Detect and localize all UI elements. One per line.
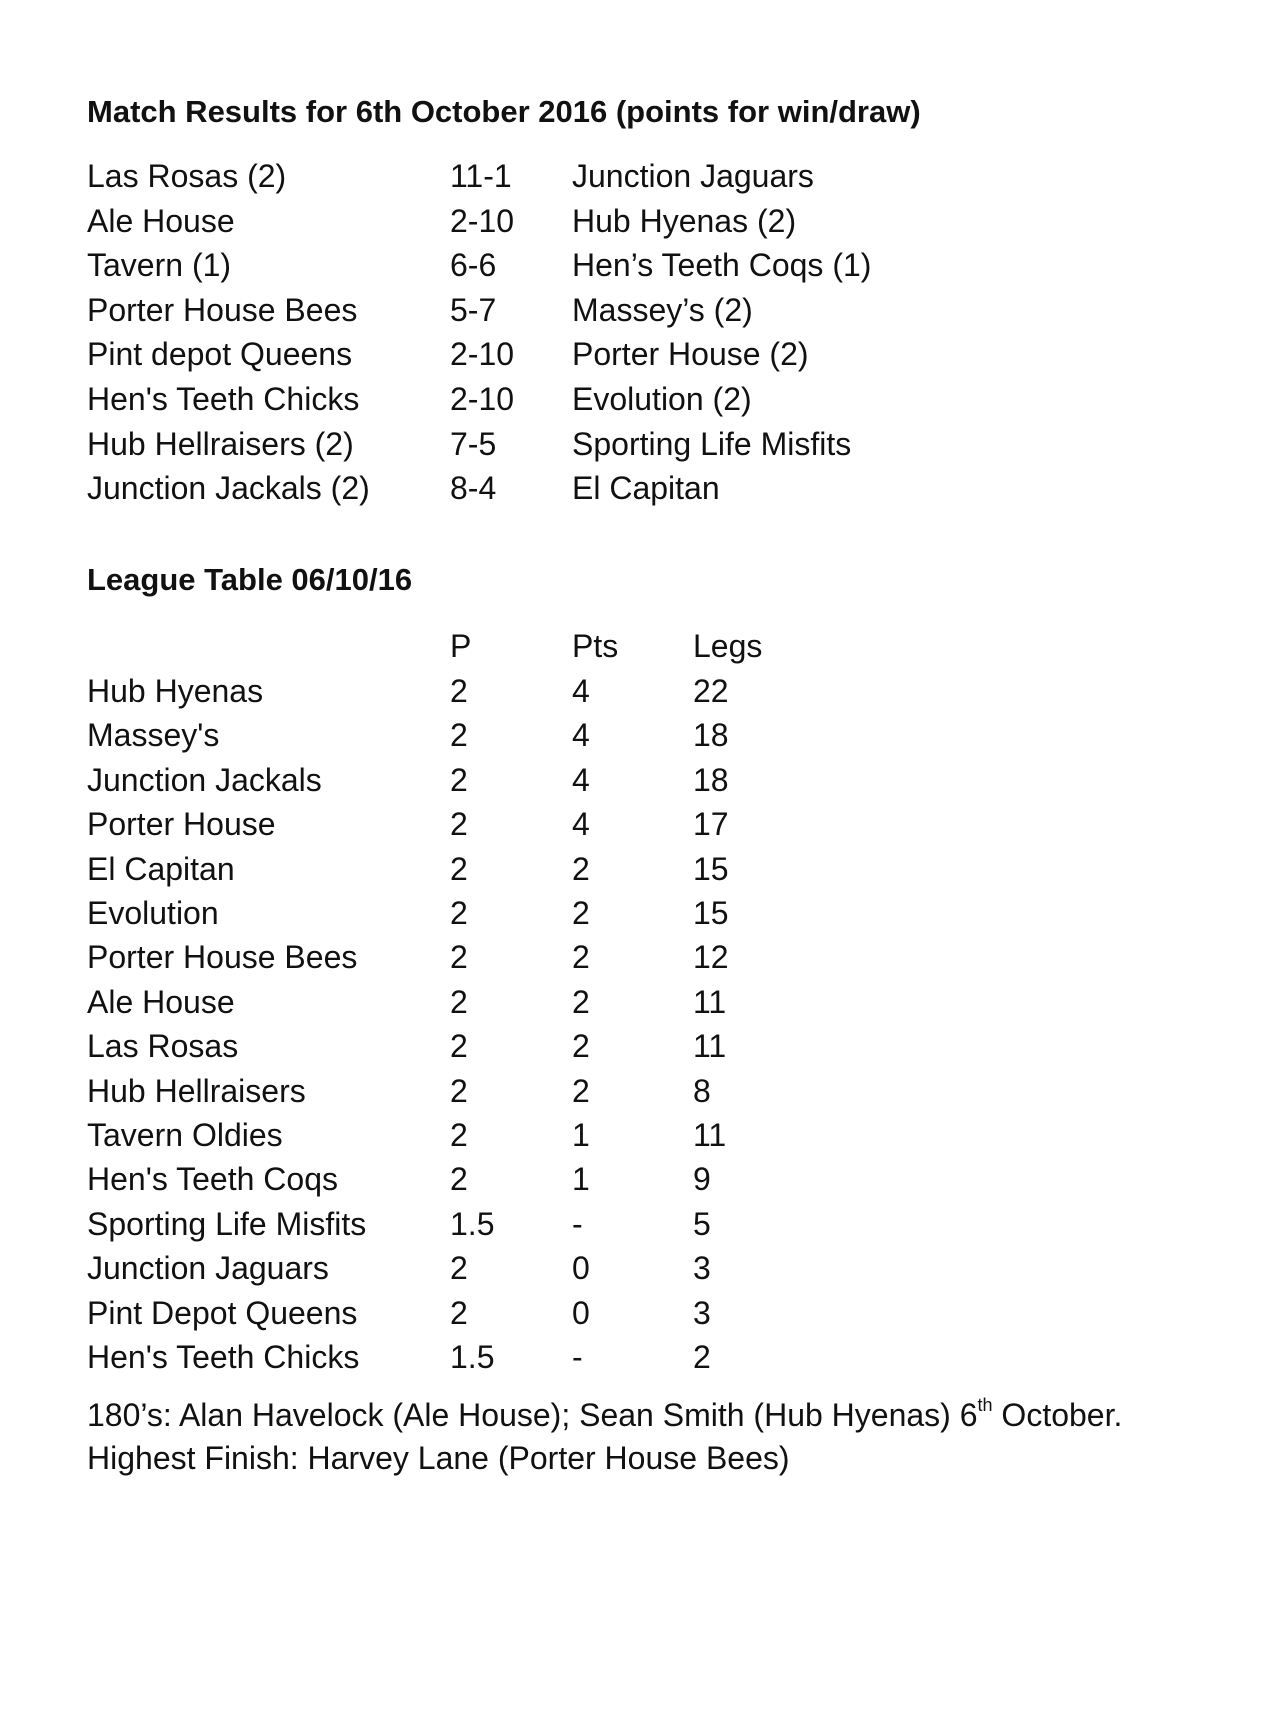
legs-value: 11	[693, 1117, 727, 1153]
home-team: Las Rosas (2)	[87, 158, 287, 194]
team-name: Tavern Oldies	[87, 1117, 283, 1153]
legs-value: 3	[693, 1294, 711, 1331]
away-team: Hen’s Teeth Coqs (1)	[572, 247, 872, 284]
points-value: 1	[572, 1117, 590, 1153]
header-legs: Legs	[693, 628, 763, 664]
match-row	[0, 381, 1275, 425]
match-row	[0, 203, 1275, 247]
team-name: Junction Jaguars	[87, 1250, 329, 1287]
league-table-heading: League Table 06/10/16	[87, 562, 413, 597]
points-value: 2	[572, 850, 590, 887]
played-value: 2	[450, 761, 468, 798]
points-value: 0	[572, 1294, 590, 1331]
played-value: 2	[450, 1161, 468, 1198]
team-name: Hub Hyenas	[87, 673, 264, 709]
match-row	[0, 426, 1275, 470]
played-value: 2	[450, 1028, 468, 1065]
league-table-row	[0, 1339, 1275, 1383]
points-value: 4	[572, 673, 590, 709]
score: 6-6	[450, 247, 497, 284]
legs-value: 15	[693, 895, 729, 931]
points-value: 2	[572, 939, 590, 976]
played-value: 2	[450, 1294, 468, 1331]
played-value: 2	[450, 1072, 468, 1109]
home-team: Hub Hellraisers (2)	[87, 425, 354, 462]
points-value: 2	[572, 1028, 590, 1065]
legs-value: 3	[693, 1250, 711, 1287]
league-table-row	[0, 984, 1275, 1028]
played-value: 2	[450, 673, 468, 709]
league-table-row	[0, 1028, 1275, 1072]
played-value: 2	[450, 717, 468, 754]
legs-value: 11	[693, 1028, 727, 1065]
league-table-row	[0, 1117, 1275, 1161]
points-value: -	[572, 1339, 583, 1375]
points-value: 0	[572, 1250, 590, 1287]
legs-value: 18	[693, 717, 729, 754]
points-value: 4	[572, 761, 590, 798]
played-value: 2	[450, 983, 468, 1020]
score: 7-5	[450, 425, 497, 462]
legs-value: 9	[693, 1161, 711, 1198]
away-team: Junction Jaguars	[572, 158, 814, 194]
played-value: 2	[450, 806, 468, 843]
match-row	[0, 247, 1275, 291]
legs-value: 15	[693, 850, 729, 887]
league-table-row	[0, 1295, 1275, 1339]
played-value: 1.5	[450, 1205, 495, 1242]
played-value: 2	[450, 939, 468, 976]
league-table-row	[0, 717, 1275, 761]
match-row	[0, 158, 1275, 202]
league-table-row	[0, 673, 1275, 717]
legs-value: 17	[693, 806, 729, 843]
points-value: -	[572, 1205, 583, 1242]
away-team: Hub Hyenas (2)	[572, 202, 797, 239]
points-value: 4	[572, 806, 590, 843]
league-table-row	[0, 1073, 1275, 1117]
score: 2-10	[450, 202, 515, 239]
home-team: Porter House Bees	[87, 291, 358, 328]
legs-value: 2	[693, 1339, 711, 1375]
home-team: Pint depot Queens	[87, 336, 353, 373]
played-value: 2	[450, 850, 468, 887]
one-eighties-text: 180’s: Alan Havelock (Ale House); Sean Smith (Hub Hyenas) 6	[87, 1397, 978, 1433]
points-value: 4	[572, 717, 590, 754]
home-team: Tavern (1)	[87, 247, 232, 284]
match-row	[0, 336, 1275, 380]
team-name: Ale House	[87, 983, 235, 1020]
team-name: Hen's Teeth Coqs	[87, 1161, 338, 1198]
league-table-row	[0, 1206, 1275, 1250]
played-value: 1.5	[450, 1339, 495, 1375]
results-heading: Match Results for 6th October 2016 (points for win/draw)	[87, 94, 921, 129]
one-eighties-note	[87, 1397, 1122, 1434]
team-name: Hub Hellraisers	[87, 1072, 306, 1109]
score: 11-1	[450, 158, 512, 194]
match-row	[0, 470, 1275, 514]
away-team: El Capitan	[572, 470, 720, 507]
away-team: Sporting Life Misfits	[572, 425, 852, 462]
team-name: Pint Depot Queens	[87, 1294, 358, 1331]
legs-value: 22	[693, 673, 729, 709]
away-team: Massey’s (2)	[572, 291, 753, 328]
team-name: Sporting Life Misfits	[87, 1205, 367, 1242]
league-table-row	[0, 1250, 1275, 1294]
match-row	[0, 292, 1275, 336]
team-name: Junction Jackals	[87, 761, 322, 798]
team-name: Porter House	[87, 806, 276, 843]
legs-value: 5	[693, 1205, 711, 1242]
played-value: 2	[450, 895, 468, 931]
league-table-row	[0, 939, 1275, 983]
points-value: 1	[572, 1161, 590, 1198]
points-value: 2	[572, 895, 590, 931]
team-name: Las Rosas	[87, 1028, 239, 1065]
legs-value: 18	[693, 761, 729, 798]
legs-value: 11	[693, 983, 727, 1020]
score: 8-4	[450, 470, 497, 507]
one-eighties-month: October.	[992, 1397, 1123, 1433]
league-table-header-row	[0, 628, 1275, 672]
league-table-row	[0, 895, 1275, 939]
home-team: Ale House	[87, 202, 235, 239]
team-name: Hen's Teeth Chicks	[87, 1339, 360, 1375]
played-value: 2	[450, 1117, 468, 1153]
league-table-row	[0, 762, 1275, 806]
score: 2-10	[450, 336, 515, 373]
points-value: 2	[572, 1072, 590, 1109]
league-table-row	[0, 806, 1275, 850]
team-name: Massey's	[87, 717, 220, 754]
points-value: 2	[572, 983, 590, 1020]
highest-finish-note: Highest Finish: Harvey Lane (Porter House Bees)	[87, 1440, 790, 1476]
score: 2-10	[450, 381, 515, 417]
away-team: Porter House (2)	[572, 336, 809, 373]
team-name: El Capitan	[87, 850, 235, 887]
header-played: P	[450, 628, 472, 664]
played-value: 2	[450, 1250, 468, 1287]
score: 5-7	[450, 291, 497, 328]
legs-value: 8	[693, 1072, 711, 1109]
team-name: Evolution	[87, 895, 219, 931]
league-table-row	[0, 1161, 1275, 1205]
home-team: Junction Jackals (2)	[87, 470, 370, 507]
legs-value: 12	[693, 939, 729, 976]
away-team: Evolution (2)	[572, 381, 752, 417]
home-team: Hen's Teeth Chicks	[87, 381, 360, 417]
header-points: Pts	[572, 628, 619, 664]
league-table-row	[0, 851, 1275, 895]
team-name: Porter House Bees	[87, 939, 358, 976]
ordinal-suffix: th	[977, 1395, 993, 1415]
